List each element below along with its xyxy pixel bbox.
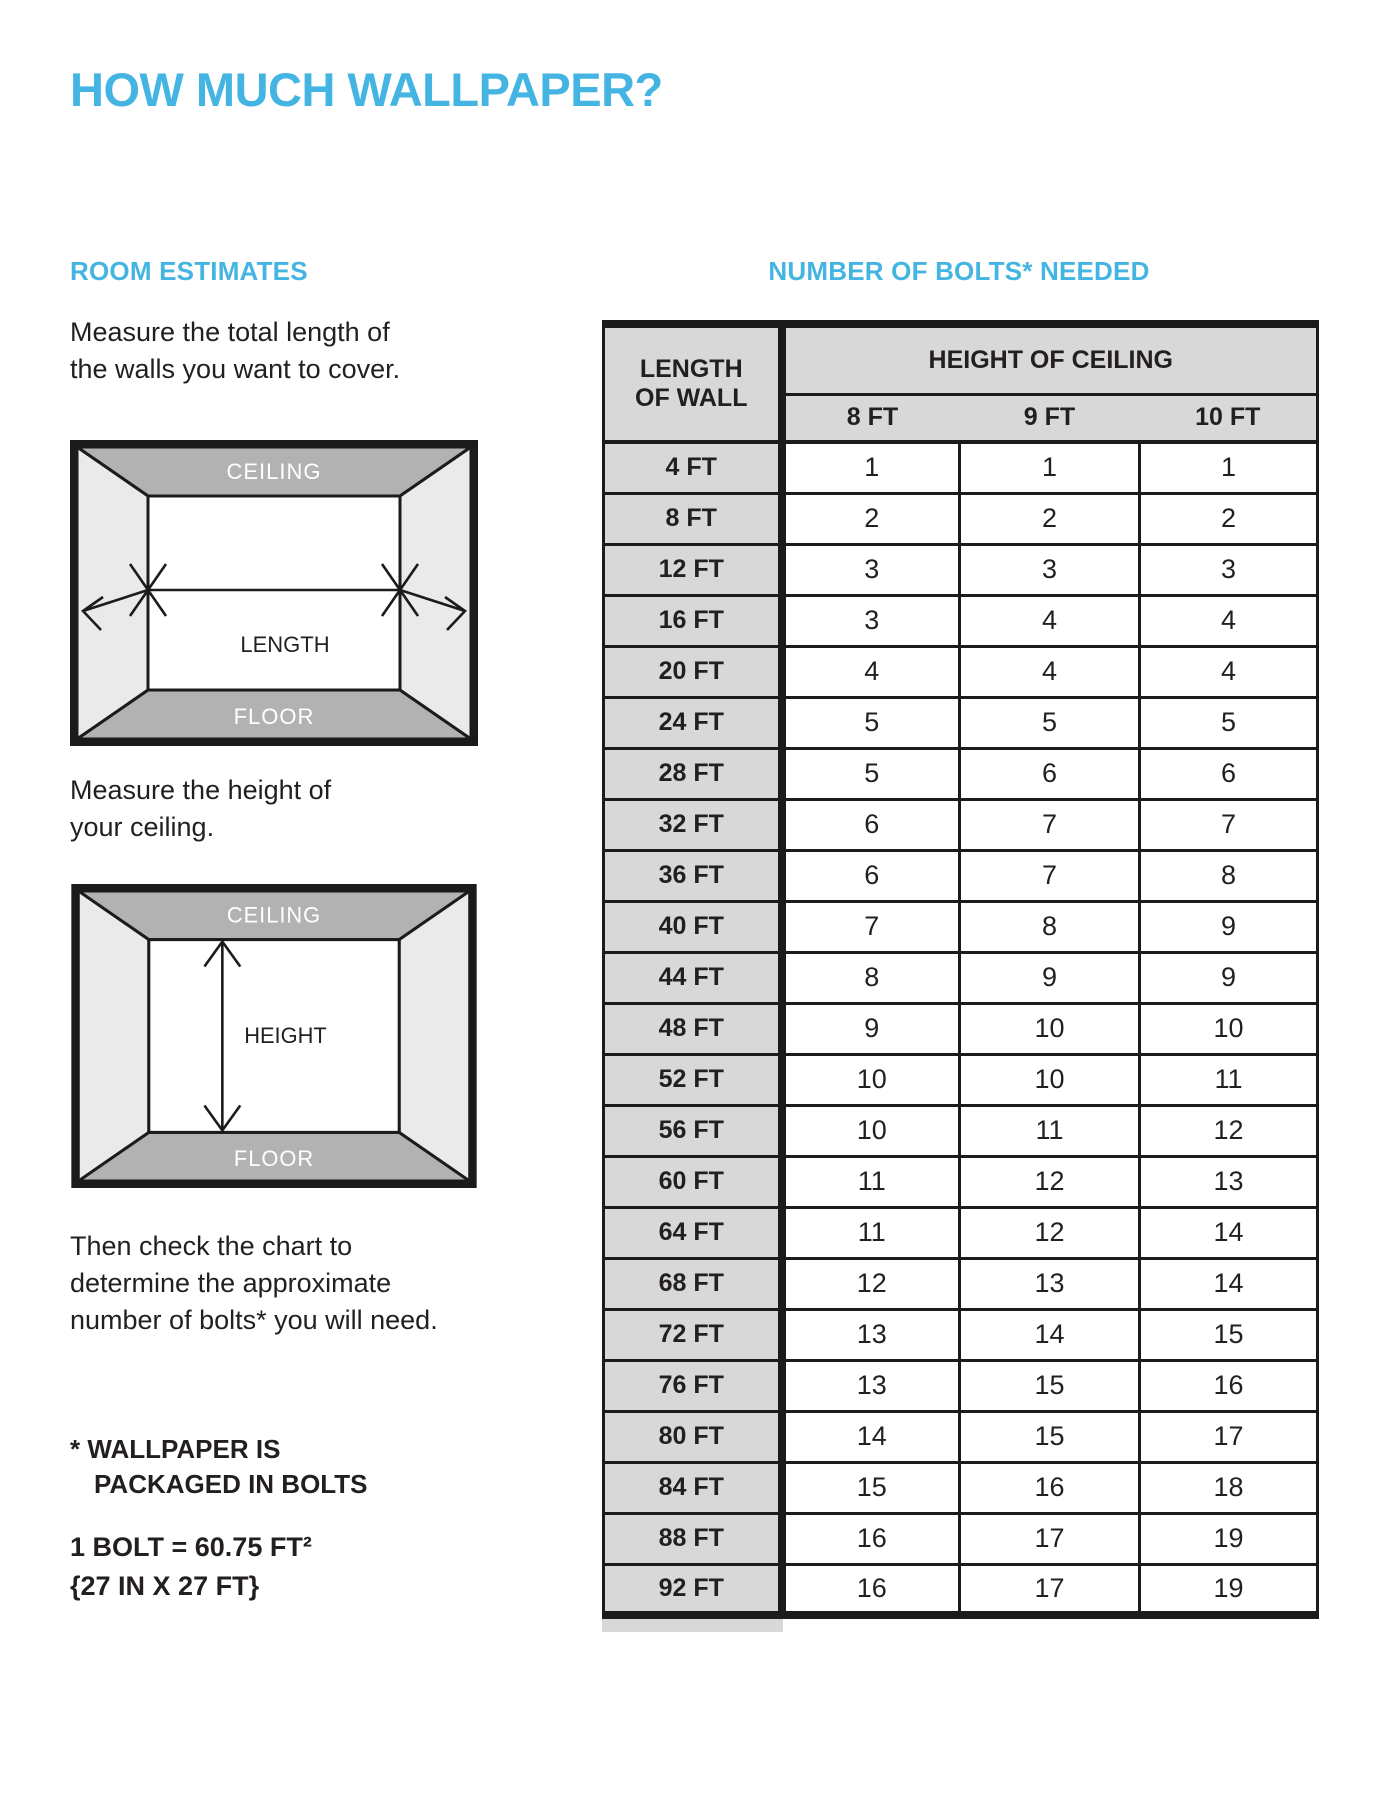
table-row	[604, 1054, 1318, 1105]
table-row	[604, 1513, 1318, 1564]
bolt-count-cell: 7	[1140, 799, 1318, 850]
wall-length-cell: 16 FT	[604, 595, 782, 646]
page-title: HOW MUCH WALLPAPER?	[70, 63, 663, 116]
wall-length-cell: 64 FT	[604, 1207, 782, 1258]
floor-label: FLOOR	[233, 1146, 315, 1172]
col-header-8ft: 8 FT	[782, 394, 960, 442]
bolt-count-cell: 13	[782, 1309, 960, 1360]
bolt-count-cell: 16	[782, 1564, 960, 1615]
right-wall-surface	[399, 891, 470, 1181]
bolt-count-cell: 14	[1140, 1258, 1318, 1309]
bolts-table-body	[604, 442, 1318, 1615]
bolt-count-cell: 11	[960, 1105, 1140, 1156]
bolt-count-cell: 4	[1140, 646, 1318, 697]
bolt-count-cell: 2	[1140, 493, 1318, 544]
bolt-count-cell: 14	[1140, 1207, 1318, 1258]
bolt-count-cell: 15	[960, 1411, 1140, 1462]
col-header-9ft: 9 FT	[960, 394, 1140, 442]
room-length-diagram	[70, 440, 478, 751]
col-header-length-of-wall: LENGTH OF WALL	[604, 324, 782, 442]
instruction-line: determine the approximate	[70, 1268, 392, 1298]
footnote-line: * WALLPAPER IS	[70, 1434, 281, 1464]
bolt-count-cell: 15	[960, 1360, 1140, 1411]
table-footer-strip	[602, 1619, 783, 1632]
table-row	[604, 1258, 1318, 1309]
table-row	[604, 952, 1318, 1003]
bolt-count-cell: 16	[960, 1462, 1140, 1513]
table-row	[604, 748, 1318, 799]
wall-length-cell: 80 FT	[604, 1411, 782, 1462]
table-row	[604, 595, 1318, 646]
wall-length-cell: 40 FT	[604, 901, 782, 952]
instruction-check-chart	[70, 1228, 438, 1339]
floor-label: FLOOR	[233, 704, 315, 729]
wall-length-cell: 68 FT	[604, 1258, 782, 1309]
instruction-line: Then check the chart to	[70, 1231, 353, 1261]
bolt-count-cell: 2	[960, 493, 1140, 544]
table-row	[604, 1360, 1318, 1411]
footnote-line: PACKAGED IN BOLTS	[94, 1469, 368, 1499]
bolts-table-head	[604, 324, 1318, 442]
bolt-count-cell: 13	[782, 1360, 960, 1411]
wall-length-cell: 12 FT	[604, 544, 782, 595]
bolts-table	[602, 320, 1319, 1619]
bolt-count-cell: 10	[960, 1054, 1140, 1105]
section-heading-room-estimates: ROOM ESTIMATES	[70, 256, 308, 286]
bolt-count-cell: 10	[1140, 1003, 1318, 1054]
instruction-line: the walls you want to cover.	[70, 354, 401, 384]
bolt-count-cell: 1	[960, 442, 1140, 493]
bolt-count-cell: 3	[782, 544, 960, 595]
table-header-row	[604, 324, 1318, 394]
wall-length-cell: 36 FT	[604, 850, 782, 901]
bolt-count-cell: 16	[782, 1513, 960, 1564]
bolt-count-cell: 17	[1140, 1411, 1318, 1462]
bolt-count-cell: 16	[1140, 1360, 1318, 1411]
wall-length-cell: 32 FT	[604, 799, 782, 850]
wall-length-cell: 92 FT	[604, 1564, 782, 1615]
table-row	[604, 697, 1318, 748]
room-length-diagram-svg	[70, 440, 478, 746]
wall-length-cell: 20 FT	[604, 646, 782, 697]
bolt-count-cell: 4	[782, 646, 960, 697]
length-label: LENGTH	[240, 632, 330, 657]
bolt-count-cell: 7	[960, 850, 1140, 901]
room-height-diagram-svg	[70, 884, 478, 1188]
table-row	[604, 850, 1318, 901]
bolt-count-cell: 12	[1140, 1105, 1318, 1156]
table-row	[604, 493, 1318, 544]
height-label: HEIGHT	[244, 1022, 327, 1048]
bolt-count-cell: 2	[782, 493, 960, 544]
bolt-count-cell: 13	[1140, 1156, 1318, 1207]
bolt-count-cell: 14	[960, 1309, 1140, 1360]
bolt-count-cell: 5	[782, 697, 960, 748]
table-row	[604, 901, 1318, 952]
bolt-count-cell: 18	[1140, 1462, 1318, 1513]
col-group-header-height-of-ceiling: HEIGHT OF CEILING	[782, 324, 1318, 394]
bolt-size-line: {27 IN X 27 FT}	[70, 1571, 260, 1601]
table-row	[604, 1207, 1318, 1258]
bolt-count-cell: 12	[960, 1156, 1140, 1207]
bolt-count-cell: 7	[960, 799, 1140, 850]
wall-length-cell: 28 FT	[604, 748, 782, 799]
table-row	[604, 1003, 1318, 1054]
table-heading-bolts-needed: NUMBER OF BOLTS* NEEDED	[768, 256, 1150, 286]
wall-length-cell: 60 FT	[604, 1156, 782, 1207]
table-row	[604, 1462, 1318, 1513]
room-height-diagram	[70, 884, 478, 1193]
bolt-count-cell: 5	[1140, 697, 1318, 748]
bolt-count-cell: 3	[1140, 544, 1318, 595]
bolt-count-cell: 5	[782, 748, 960, 799]
ceiling-label: CEILING	[226, 902, 322, 928]
table-row	[604, 1411, 1318, 1462]
bolt-count-cell: 9	[1140, 952, 1318, 1003]
bolt-size-info	[70, 1528, 312, 1606]
bolt-count-cell: 12	[782, 1258, 960, 1309]
table-row	[604, 442, 1318, 493]
bolt-count-cell: 5	[960, 697, 1140, 748]
wall-length-cell: 48 FT	[604, 1003, 782, 1054]
bolt-size-line: 1 BOLT = 60.75 FT²	[70, 1532, 312, 1562]
bolt-count-cell: 9	[960, 952, 1140, 1003]
bolt-count-cell: 6	[960, 748, 1140, 799]
table-row	[604, 646, 1318, 697]
bolt-count-cell: 4	[960, 595, 1140, 646]
table-row	[604, 1309, 1318, 1360]
bolt-count-cell: 11	[1140, 1054, 1318, 1105]
ceiling-label: CEILING	[226, 459, 322, 484]
table-row	[604, 544, 1318, 595]
wall-length-cell: 84 FT	[604, 1462, 782, 1513]
bolt-count-cell: 1	[782, 442, 960, 493]
wall-length-cell: 52 FT	[604, 1054, 782, 1105]
bolt-count-cell: 7	[782, 901, 960, 952]
bolt-count-cell: 8	[1140, 850, 1318, 901]
table-row	[604, 1564, 1318, 1615]
bolt-count-cell: 10	[782, 1054, 960, 1105]
instruction-line: Measure the height of	[70, 775, 332, 805]
bolt-count-cell: 17	[960, 1564, 1140, 1615]
bolt-count-cell: 19	[1140, 1513, 1318, 1564]
bolt-count-cell: 14	[782, 1411, 960, 1462]
table-row	[604, 799, 1318, 850]
wall-length-cell: 88 FT	[604, 1513, 782, 1564]
instruction-line: your ceiling.	[70, 812, 215, 842]
wall-length-cell: 72 FT	[604, 1309, 782, 1360]
col-header-10ft: 10 FT	[1140, 394, 1318, 442]
bolt-count-cell: 17	[960, 1513, 1140, 1564]
instruction-measure-height	[70, 772, 331, 846]
bolt-count-cell: 4	[960, 646, 1140, 697]
bolt-count-cell: 9	[782, 1003, 960, 1054]
instruction-line: Measure the total length of	[70, 317, 390, 347]
bolt-count-cell: 6	[782, 850, 960, 901]
footnote-wallpaper-bolts	[70, 1432, 367, 1502]
wall-length-cell: 24 FT	[604, 697, 782, 748]
bolt-count-cell: 6	[782, 799, 960, 850]
bolt-count-cell: 3	[960, 544, 1140, 595]
wall-length-cell: 76 FT	[604, 1360, 782, 1411]
bolt-count-cell: 10	[960, 1003, 1140, 1054]
bolt-count-cell: 15	[1140, 1309, 1318, 1360]
bolt-count-cell: 15	[782, 1462, 960, 1513]
bolt-count-cell: 10	[782, 1105, 960, 1156]
bolt-count-cell: 12	[960, 1207, 1140, 1258]
bolt-count-cell: 8	[782, 952, 960, 1003]
wall-length-cell: 56 FT	[604, 1105, 782, 1156]
bolt-count-cell: 13	[960, 1258, 1140, 1309]
bolt-count-cell: 1	[1140, 442, 1318, 493]
wall-length-cell: 44 FT	[604, 952, 782, 1003]
bolt-count-cell: 9	[1140, 901, 1318, 952]
bolt-count-cell: 19	[1140, 1564, 1318, 1615]
wall-length-cell: 4 FT	[604, 442, 782, 493]
table-row	[604, 1105, 1318, 1156]
instruction-line: number of bolts* you will need.	[70, 1305, 438, 1335]
bolts-table-container	[602, 320, 1322, 1632]
bolt-count-cell: 4	[1140, 595, 1318, 646]
table-row	[604, 1156, 1318, 1207]
bolt-count-cell: 8	[960, 901, 1140, 952]
left-wall-surface	[78, 891, 149, 1181]
wall-length-cell: 8 FT	[604, 493, 782, 544]
bolt-count-cell: 6	[1140, 748, 1318, 799]
bolt-count-cell: 11	[782, 1156, 960, 1207]
instruction-measure-length	[70, 314, 400, 388]
bolt-count-cell: 11	[782, 1207, 960, 1258]
bolt-count-cell: 3	[782, 595, 960, 646]
back-wall-surface	[148, 496, 400, 690]
